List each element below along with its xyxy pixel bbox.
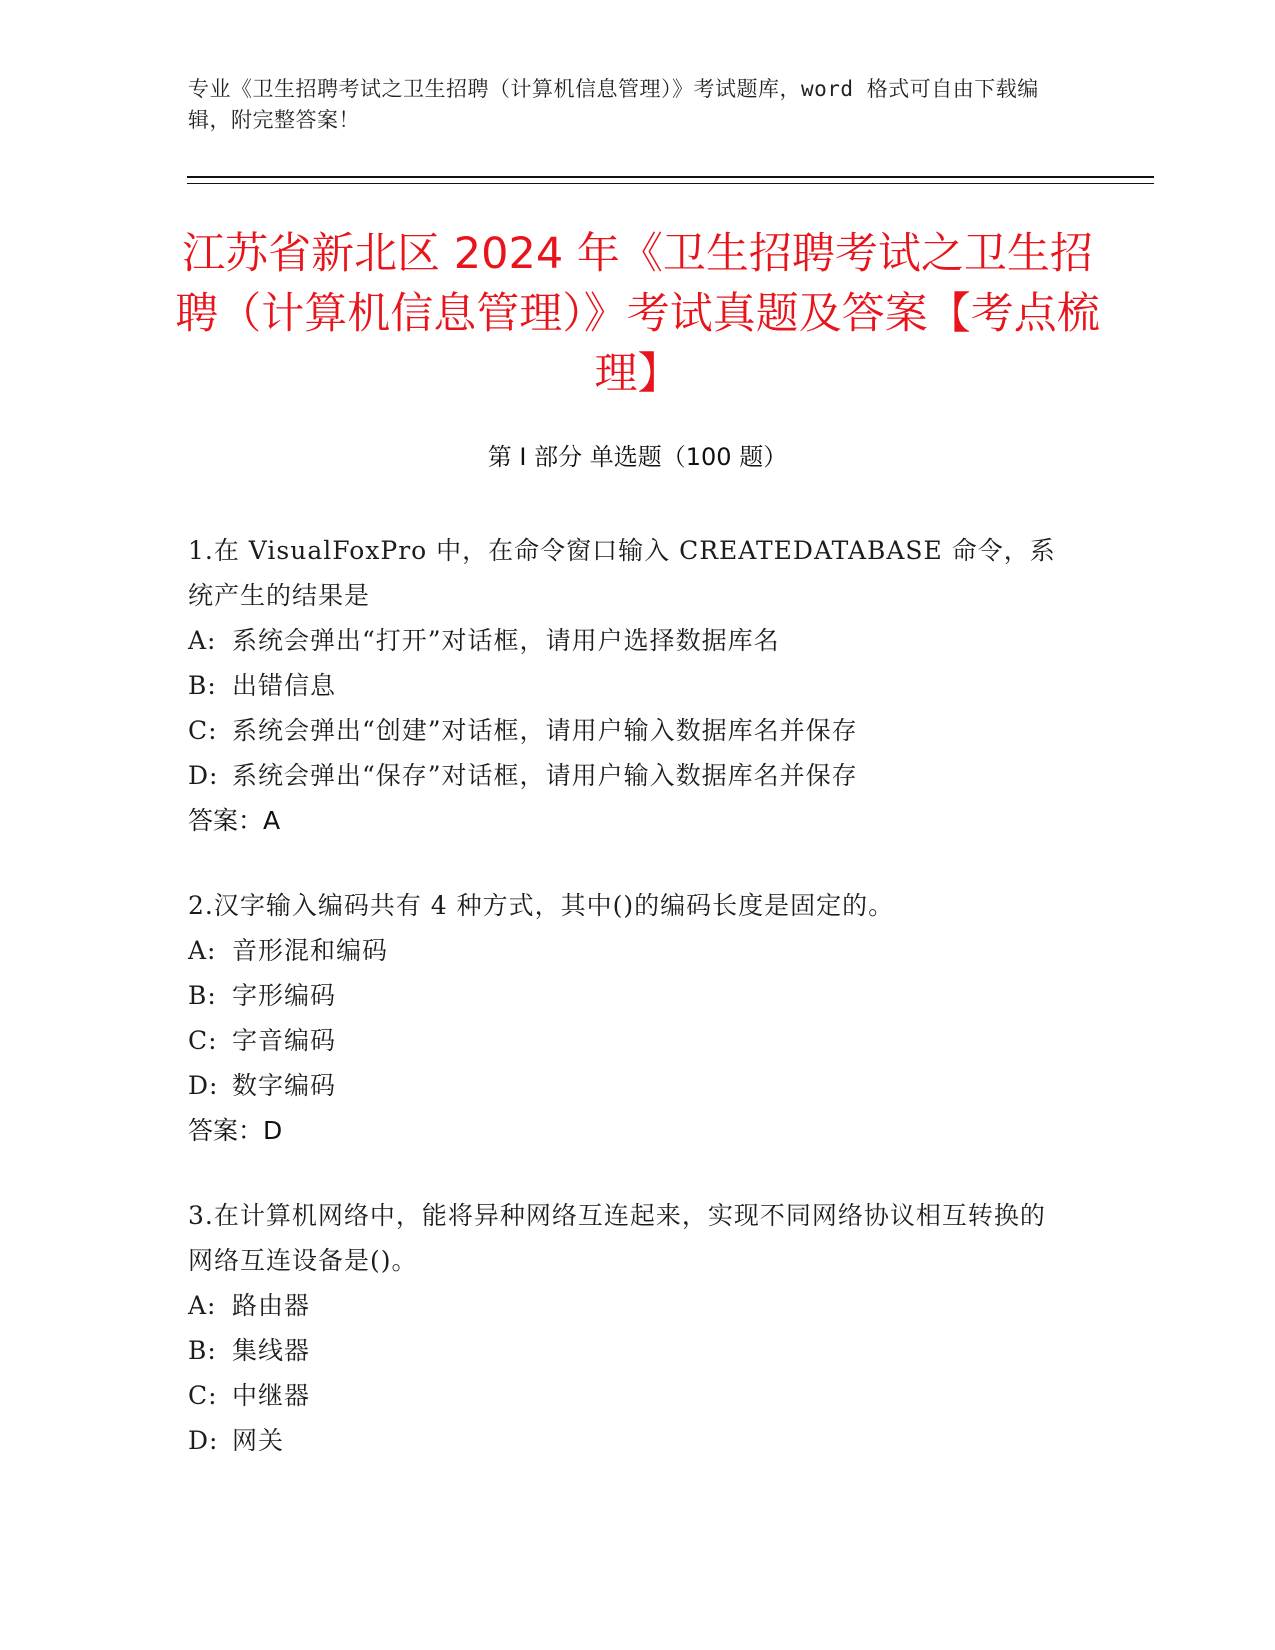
question-stem: 2.汉字输入编码共有 4 种方式，其中()的编码长度是固定的。	[188, 891, 895, 920]
question-2	[188, 883, 1068, 1153]
option-text: 音形混和编码	[232, 936, 389, 965]
option-letter: C:	[188, 1381, 218, 1410]
option-letter: B:	[188, 671, 217, 700]
option-a	[188, 618, 1068, 663]
option-letter: C:	[188, 1026, 218, 1055]
option-d	[188, 753, 1068, 798]
option-letter: A:	[188, 1291, 217, 1320]
option-text: 集线器	[232, 1336, 311, 1365]
option-letter: B:	[188, 1336, 217, 1365]
option-text: 数字编码	[232, 1071, 337, 1100]
option-letter: A:	[188, 936, 217, 965]
question-3	[188, 1193, 1068, 1463]
option-text: 系统会弹出“保存”对话框，请用户输入数据库名并保存	[232, 761, 858, 790]
option-letter: D:	[188, 1426, 219, 1455]
option-letter: C:	[188, 716, 218, 745]
question-answer: 答案：A	[188, 806, 281, 835]
option-c	[188, 1018, 1068, 1063]
header-divider-thin	[187, 183, 1154, 184]
option-a	[188, 928, 1068, 973]
option-text: 中继器	[232, 1381, 311, 1410]
option-text: 出错信息	[232, 671, 337, 700]
header-note: 专业《卫生招聘考试之卫生招聘（计算机信息管理）》考试题库，word 格式可自由下载编辑，附完整答案！	[188, 77, 1039, 132]
option-text: 字音编码	[232, 1026, 337, 1055]
option-d	[188, 1418, 1068, 1463]
option-b	[188, 663, 1068, 708]
question-stem: 3.在计算机网络中，能将异种网络互连起来，实现不同网络协议相互转换的网络互连设备是()。	[188, 1201, 1046, 1275]
option-letter: B:	[188, 981, 217, 1010]
option-c	[188, 1373, 1068, 1418]
option-text: 网关	[232, 1426, 285, 1455]
option-d	[188, 1063, 1068, 1108]
question-answer: 答案：D	[188, 1116, 283, 1145]
question-list	[188, 528, 1068, 1503]
option-text: 字形编码	[232, 981, 337, 1010]
option-letter: D:	[188, 1071, 219, 1100]
option-letter: A:	[188, 626, 217, 655]
header-divider-thick	[187, 176, 1154, 178]
question-1	[188, 528, 1068, 843]
option-text: 系统会弹出“打开”对话框，请用户选择数据库名	[232, 626, 780, 655]
option-a	[188, 1283, 1068, 1328]
section-title: 第 I 部分 单选题（100 题）	[487, 443, 788, 471]
question-stem: 1.在 VisualFoxPro 中，在命令窗口输入 CREATEDATABASE 命令，系统产生的结果是	[188, 536, 1056, 610]
document-title: 江苏省新北区 2024 年《卫生招聘考试之卫生招聘（计算机信息管理）》考试真题及答案【考点梳理】	[175, 229, 1100, 399]
option-letter: D:	[188, 761, 219, 790]
option-b	[188, 973, 1068, 1018]
option-text: 路由器	[232, 1291, 311, 1320]
option-b	[188, 1328, 1068, 1373]
option-text: 系统会弹出“创建”对话框，请用户输入数据库名并保存	[232, 716, 858, 745]
option-c	[188, 708, 1068, 753]
